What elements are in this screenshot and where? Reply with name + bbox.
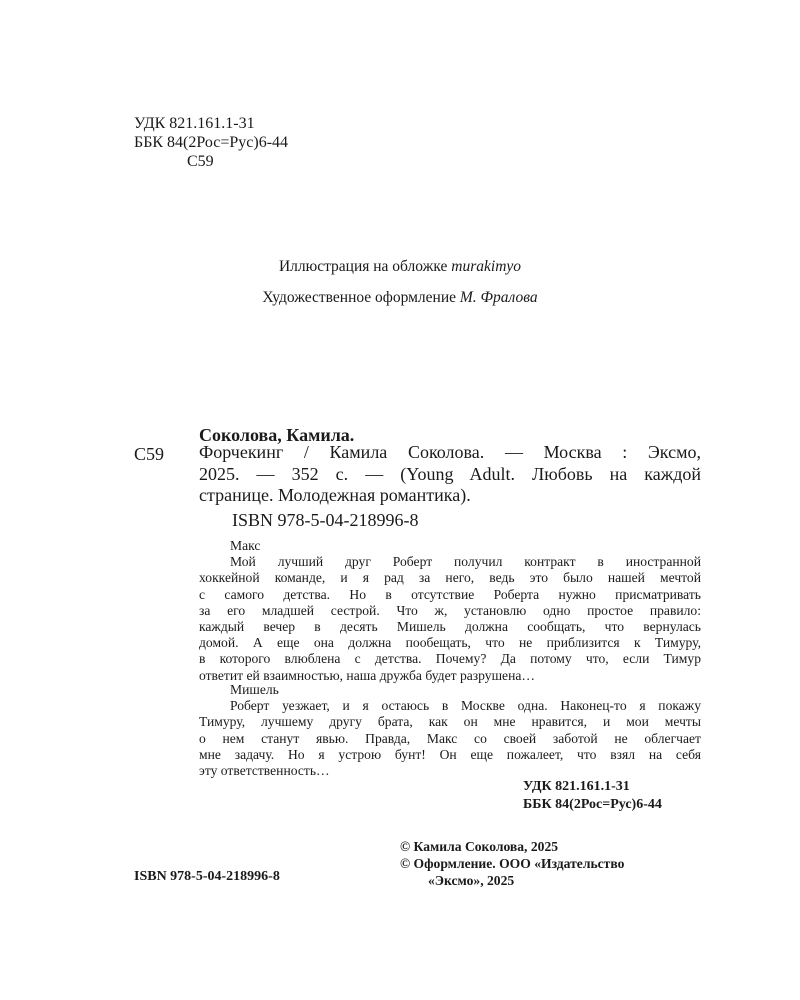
copyright-author: © Камила Соколова, 2025 xyxy=(400,839,559,854)
biblio-line: странице. Молодежная романтика). xyxy=(199,485,471,505)
annotation-line: за его младшей сестрой. Что ж, установлю одно простое правило: xyxy=(199,602,701,618)
annotation-narrator-name: Макс xyxy=(230,538,261,553)
bbk-code: ББК 84(2Рос=Рус)6-44 xyxy=(134,134,289,151)
copyright-design: © Оформление. ООО «Издательство xyxy=(400,856,625,871)
design-credit xyxy=(0,289,800,307)
annotation-line: мне задачу. Но я устрою бунт! Он еще пожалеет, что взял на себя xyxy=(199,746,701,762)
illustration-credit xyxy=(0,258,800,276)
illustrator-name: murakimyo xyxy=(451,258,522,275)
annotation-line: Роберт уезжает, и я остаюсь в Москве одна. Наконец-то я покажу xyxy=(230,698,701,714)
bottom-classification-codes xyxy=(523,778,662,814)
copyright-block xyxy=(400,838,624,889)
annotation-line: в которого влюблена с детства. Почему? Да потому что, если Тимур xyxy=(199,651,701,667)
annotation-line: о нем станут явью. Правда, Макс со своей заботой не облегчает xyxy=(199,730,701,746)
biblio-author-mark: С59 xyxy=(134,444,165,464)
copyright-publisher: «Эксмо», 2025 xyxy=(428,873,515,888)
annotation-line: ответит ей взаимностью, наша дружба будет разрушена… xyxy=(199,667,535,683)
design-label: Художественное оформление xyxy=(262,289,460,306)
annotation-line: домой. А еще она должна пообещать, что не приблизится к Тимуру, xyxy=(199,635,701,651)
udk-code-bottom: УДК 821.161.1-31 xyxy=(523,779,630,794)
author-heading: Соколова, Камила. xyxy=(199,425,355,445)
biblio-line: 2025. — 352 с. — (Young Adult. Любовь на каждой xyxy=(199,463,701,484)
isbn-bottom: ISBN 978-5-04-218996-8 xyxy=(134,869,280,884)
isbn-main: ISBN 978-5-04-218996-8 xyxy=(232,510,419,530)
annotation-line: Мой лучший друг Роберт получил контракт в иностранной xyxy=(230,554,701,570)
bbk-code-bottom: ББК 84(2Рос=Рус)6-44 xyxy=(523,797,662,812)
designer-name: М. Фралова xyxy=(459,289,538,306)
classification-codes xyxy=(134,114,288,171)
illustration-label: Иллюстрация на обложке xyxy=(278,258,452,275)
udk-code: УДК 821.161.1-31 xyxy=(134,115,255,132)
annotation-line: с самого детства. Но в отсутствие Роберта нужно присматривать xyxy=(199,586,701,602)
author-mark: С59 xyxy=(187,153,214,170)
biblio-line: Форчекинг / Камила Соколова. — Москва : Эксмо, xyxy=(199,442,701,462)
annotation-line: хоккейной команде, и я рад за него, ведь это было нашей мечтой xyxy=(199,570,701,586)
annotation-line: Тимуру, лучшему другу брата, как он мне нравится, и мои мечты xyxy=(199,714,701,730)
annotation-narrator-name: Мишель xyxy=(230,682,279,697)
annotation-section-2 xyxy=(199,682,701,779)
annotation-line: каждый вечер в десять Мишель должна сообщать, что вернулась xyxy=(199,619,701,635)
bibliographic-description xyxy=(199,442,701,507)
annotation-section-1 xyxy=(199,538,701,684)
annotation-line: эту ответственность… xyxy=(199,763,330,779)
